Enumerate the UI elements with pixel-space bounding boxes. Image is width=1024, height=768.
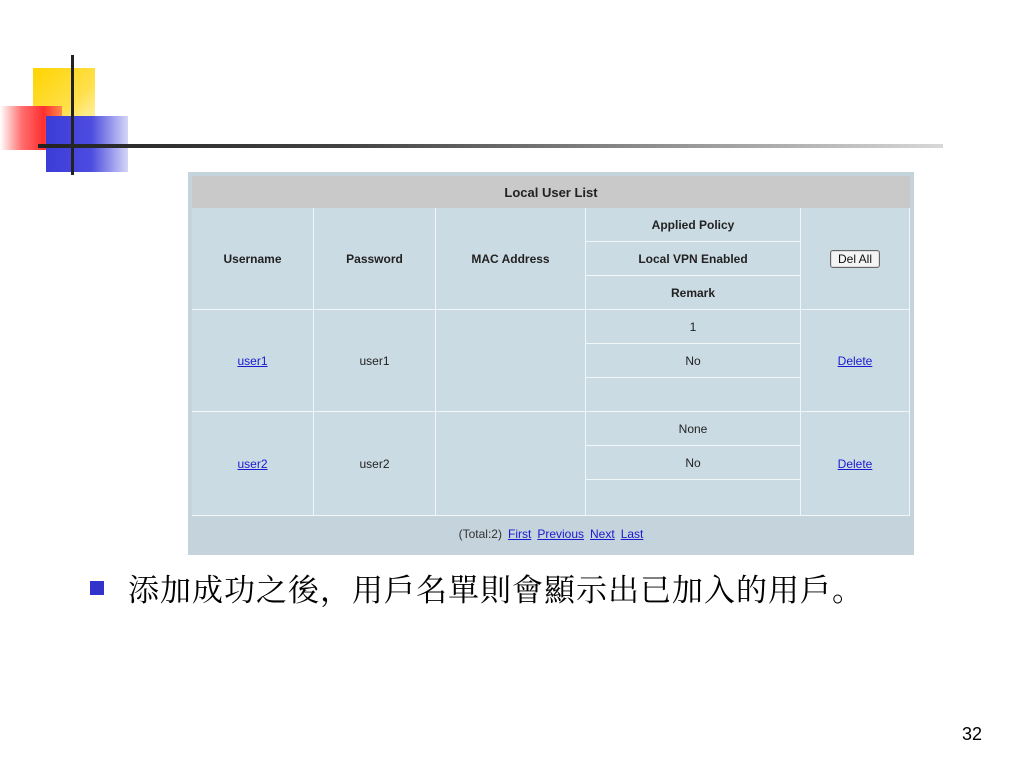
first-page-link[interactable]: First: [507, 526, 532, 541]
total-count: (Total:2): [458, 526, 502, 541]
applied-policy-cell: None: [586, 412, 801, 446]
action-cell: [801, 310, 910, 412]
delete-link[interactable]: Delete: [837, 456, 873, 471]
header-local-vpn-enabled: Local VPN Enabled: [586, 242, 801, 276]
password-cell: user1: [314, 310, 436, 412]
header-action-cell: [801, 208, 910, 310]
applied-policy-cell: 1: [586, 310, 801, 344]
local-vpn-cell: No: [586, 344, 801, 378]
last-page-link[interactable]: Last: [620, 526, 644, 541]
next-page-link[interactable]: Next: [590, 526, 615, 541]
header-mac-address: MAC Address: [436, 208, 586, 310]
username-link[interactable]: user1: [237, 353, 268, 368]
previous-page-link[interactable]: Previous: [537, 526, 584, 541]
local-vpn-cell: No: [586, 446, 801, 480]
remark-cell: [586, 480, 801, 516]
action-cell: [801, 412, 910, 516]
table-row-user2-username: [192, 412, 314, 516]
header-username: Username: [192, 208, 314, 310]
header-password: Password: [314, 208, 436, 310]
table-title: Local User List: [192, 176, 910, 209]
page-number: 32: [962, 724, 983, 744]
logo-vertical-line: [71, 55, 74, 175]
local-user-list-panel: [188, 172, 914, 555]
mac-address-cell: [436, 310, 586, 412]
delete-link[interactable]: Delete: [837, 353, 873, 368]
username-link[interactable]: user2: [237, 456, 268, 471]
bullet-square-icon: [90, 581, 104, 595]
remark-cell: [586, 378, 801, 412]
bullet-text: 添加成功之後，用戶名單則會顯示出已加入的用戶。: [128, 573, 864, 609]
del-all-button[interactable]: Del All: [830, 250, 880, 268]
header-applied-policy: Applied Policy: [586, 208, 801, 242]
password-cell: user2: [314, 412, 436, 516]
header-rule: [38, 144, 943, 148]
header-remark: Remark: [586, 276, 801, 310]
pagination-bar: [192, 516, 910, 551]
table-row-user1-username: [192, 310, 314, 412]
mac-address-cell: [436, 412, 586, 516]
